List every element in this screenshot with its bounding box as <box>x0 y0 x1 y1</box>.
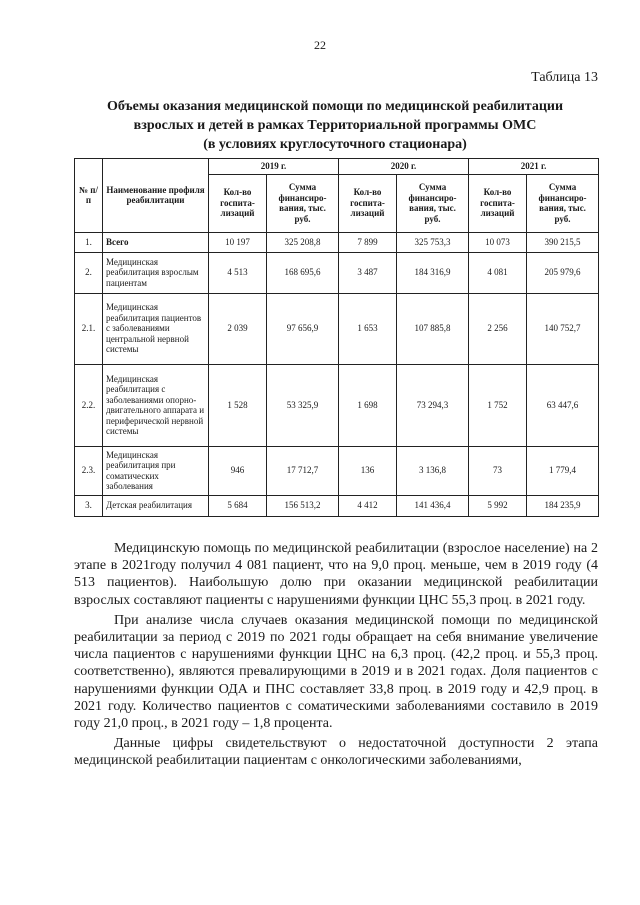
sum-2019: 17 712,7 <box>267 446 339 495</box>
sum-2019: 97 656,9 <box>267 293 339 364</box>
row-num: 2. <box>75 252 103 293</box>
sum-2019: 168 695,6 <box>267 252 339 293</box>
paragraph: Медицинскую помощь по медицинской реабилитации (взрослое население) на 2 этапе в 2021году получил 4 081 пациент, что на 9,0 проц. меньше, чем в 2019 году (4 513 пациентов). Наибольшую долю при оказании медицинской реабилитации взрослых составляют пациенты с нарушениями функции ЦНС 55,3 проц. в 2021 году. <box>74 541 598 608</box>
row-name: Детская реабилитация <box>103 495 209 516</box>
sum-2020: 3 136,8 <box>397 446 469 495</box>
header-name: Наименование профиля реабилитации <box>103 159 209 233</box>
header-count-2019: Кол-во госпита-лизаций <box>209 174 267 232</box>
count-2019: 1 528 <box>209 364 267 446</box>
row-num: 1. <box>75 232 103 252</box>
row-num: 2.2. <box>75 364 103 446</box>
count-2020: 4 412 <box>339 495 397 516</box>
title-line-1: Объемы оказания медицинской помощи по медицинской реабилитации <box>106 99 564 114</box>
sum-2021: 63 447,6 <box>527 364 599 446</box>
row-num: 2.1. <box>75 293 103 364</box>
header-count-2020: Кол-во госпита-лизаций <box>339 174 397 232</box>
header-year-2020: 2020 г. <box>339 159 469 175</box>
sum-2021: 205 979,6 <box>527 252 599 293</box>
sum-2020: 141 436,4 <box>397 495 469 516</box>
count-2019: 4 513 <box>209 252 267 293</box>
table-row <box>75 252 599 293</box>
sum-2021: 390 215,5 <box>527 232 599 252</box>
paragraph: При анализе числа случаев оказания медицинской помощи по медицинской реабилитации за период с 2019 по 2021 годы обращает на себя внимание увеличение числа пациентов с нарушениями функции ЦНС на 6,3 проц. (42,2 проц. и 55,3 проц. соответственно), являются превалирующими в 2019 и в 2021 годах. Доля пациентов с нарушениями функции ОДА и ПНС составляет 33,8 проц. в 2019 году и 42,9 проц. в 2021 году. Количество пациентов с соматическими заболеваниями составило в 2019 году 21,0 проц., в 2021 году – 1,8 процента. <box>74 612 598 732</box>
count-2021: 10 073 <box>469 232 527 252</box>
row-num: 2.3. <box>75 446 103 495</box>
sum-2021: 1 779,4 <box>527 446 599 495</box>
sum-2021: 140 752,7 <box>527 293 599 364</box>
row-name: Медицинская реабилитация взрослым пациентам <box>103 252 209 293</box>
title-line-2: взрослых и детей в рамках Территориальной программы ОМС <box>133 118 537 133</box>
count-2019: 10 197 <box>209 232 267 252</box>
table-row <box>75 232 599 252</box>
sum-2019: 325 208,8 <box>267 232 339 252</box>
row-num: 3. <box>75 495 103 516</box>
table-row <box>75 446 599 495</box>
paragraph: Данные цифры свидетельствуют о недостаточной доступности 2 этапа медицинской реабилитации пациентам с онкологическими заболеваниями, <box>74 736 598 769</box>
sum-2021: 184 235,9 <box>527 495 599 516</box>
count-2021: 4 081 <box>469 252 527 293</box>
table-row <box>75 495 599 516</box>
row-name: Медицинская реабилитация с заболеваниями опорно-двигательного аппарата и периферической нервной системы <box>103 364 209 446</box>
table-row <box>75 293 599 364</box>
header-sum-2021: Сумма финансиро-вания, тыс. руб. <box>527 174 599 232</box>
table-label: Таблица 13 <box>531 70 598 85</box>
count-2020: 136 <box>339 446 397 495</box>
count-2019: 946 <box>209 446 267 495</box>
rehabilitation-table <box>74 158 599 517</box>
count-2019: 5 684 <box>209 495 267 516</box>
sum-2019: 53 325,9 <box>267 364 339 446</box>
header-num: № п/п <box>75 159 103 233</box>
page-number: 22 <box>314 38 326 52</box>
sum-2020: 325 753,3 <box>397 232 469 252</box>
table-title <box>70 97 600 154</box>
row-name: Медицинская реабилитация пациентов с заболеваниями центральной нервной системы <box>103 293 209 364</box>
body-text <box>74 540 598 773</box>
header-year-2021: 2021 г. <box>469 159 599 175</box>
header-count-2021: Кол-во госпита-лизаций <box>469 174 527 232</box>
count-2021: 2 256 <box>469 293 527 364</box>
title-line-3: (в условиях круглосуточного стационара) <box>203 137 467 152</box>
header-sum-2020: Сумма финансиро-вания, тыс. руб. <box>397 174 469 232</box>
sum-2019: 156 513,2 <box>267 495 339 516</box>
count-2021: 1 752 <box>469 364 527 446</box>
sum-2020: 107 885,8 <box>397 293 469 364</box>
sum-2020: 73 294,3 <box>397 364 469 446</box>
header-sum-2019: Сумма финансиро-вания, тыс. руб. <box>267 174 339 232</box>
count-2020: 3 487 <box>339 252 397 293</box>
row-name: Всего <box>103 232 209 252</box>
count-2020: 7 899 <box>339 232 397 252</box>
row-name: Медицинская реабилитация при соматических заболевания <box>103 446 209 495</box>
count-2021: 5 992 <box>469 495 527 516</box>
header-year-2019: 2019 г. <box>209 159 339 175</box>
table-row <box>75 364 599 446</box>
count-2020: 1 698 <box>339 364 397 446</box>
count-2019: 2 039 <box>209 293 267 364</box>
count-2021: 73 <box>469 446 527 495</box>
sum-2020: 184 316,9 <box>397 252 469 293</box>
count-2020: 1 653 <box>339 293 397 364</box>
